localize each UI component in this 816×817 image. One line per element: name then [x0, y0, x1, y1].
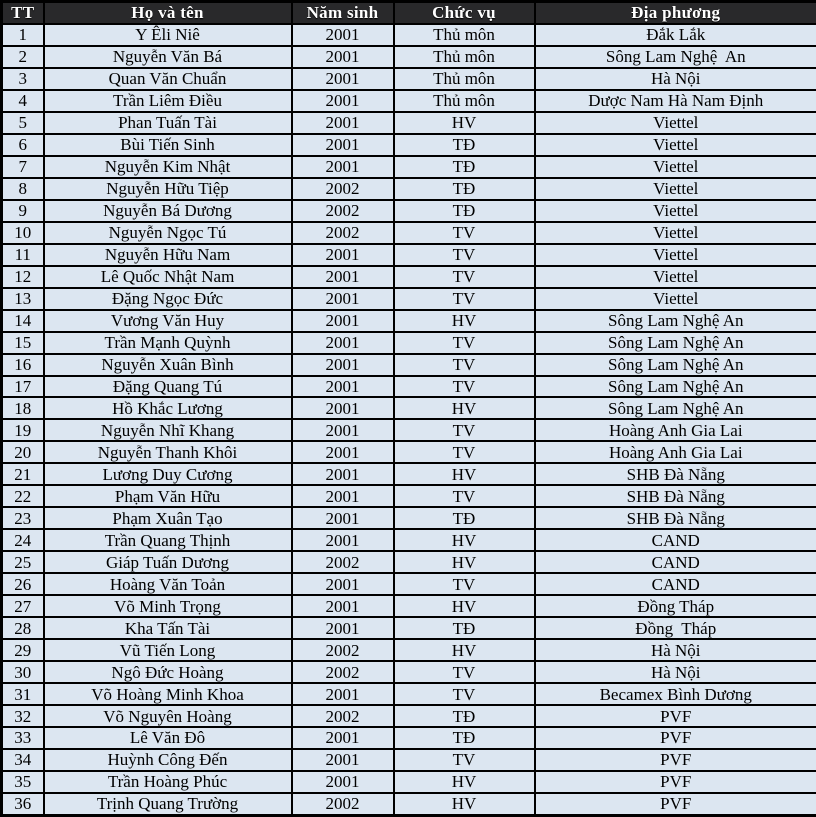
table-row [2, 793, 816, 816]
cell-role: TV [394, 376, 535, 398]
cell-tt: 3 [2, 68, 44, 90]
cell-year: 2001 [292, 24, 394, 46]
cell-name: Trần Mạnh Quỳnh [44, 332, 292, 354]
cell-name: Kha Tấn Tài [44, 617, 292, 639]
cell-tt: 11 [2, 244, 44, 266]
cell-role: TĐ [394, 617, 535, 639]
cell-tt: 21 [2, 463, 44, 485]
cell-year: 2001 [292, 288, 394, 310]
cell-locality: Viettel [535, 200, 816, 222]
table-row [2, 46, 816, 68]
cell-year: 2001 [292, 156, 394, 178]
cell-locality: Đồng Tháp [535, 595, 816, 617]
cell-locality: Sông Lam Nghệ An [535, 376, 816, 398]
cell-role: Thủ môn [394, 24, 535, 46]
cell-role: HV [394, 551, 535, 573]
table-row [2, 354, 816, 376]
cell-tt: 19 [2, 419, 44, 441]
table-row [2, 200, 816, 222]
cell-tt: 36 [2, 793, 44, 816]
cell-year: 2001 [292, 529, 394, 551]
cell-locality: Hà Nội [535, 639, 816, 661]
cell-tt: 33 [2, 727, 44, 749]
table-row [2, 310, 816, 332]
cell-tt: 22 [2, 485, 44, 507]
cell-locality: SHB Đà Nẵng [535, 485, 816, 507]
cell-role: TĐ [394, 727, 535, 749]
cell-year: 2001 [292, 376, 394, 398]
cell-year: 2002 [292, 639, 394, 661]
cell-year: 2001 [292, 727, 394, 749]
cell-year: 2001 [292, 485, 394, 507]
cell-name: Vương Văn Huy [44, 310, 292, 332]
cell-role: TĐ [394, 156, 535, 178]
cell-locality: Sông Lam Nghệ An [535, 46, 816, 68]
cell-year: 2002 [292, 661, 394, 683]
cell-role: Thủ môn [394, 46, 535, 68]
table-row [2, 529, 816, 551]
cell-tt: 32 [2, 705, 44, 727]
cell-role: TV [394, 266, 535, 288]
cell-year: 2002 [292, 551, 394, 573]
cell-locality: Hoàng Anh Gia Lai [535, 419, 816, 441]
cell-role: TV [394, 244, 535, 266]
header-cell-role: Chức vụ [394, 2, 535, 25]
cell-role: HV [394, 771, 535, 793]
cell-role: TV [394, 419, 535, 441]
cell-role: HV [394, 397, 535, 419]
cell-name: Trịnh Quang Trường [44, 793, 292, 816]
cell-year: 2001 [292, 573, 394, 595]
cell-name: Đặng Quang Tú [44, 376, 292, 398]
table-row [2, 551, 816, 573]
cell-role: TV [394, 222, 535, 244]
cell-year: 2001 [292, 310, 394, 332]
cell-year: 2001 [292, 617, 394, 639]
cell-name: Nguyễn Nhĩ Khang [44, 419, 292, 441]
table-row [2, 485, 816, 507]
cell-year: 2002 [292, 178, 394, 200]
cell-name: Võ Minh Trọng [44, 595, 292, 617]
table-row [2, 705, 816, 727]
table-body [2, 24, 816, 816]
cell-role: TĐ [394, 507, 535, 529]
cell-year: 2001 [292, 68, 394, 90]
table-row [2, 683, 816, 705]
table-row [2, 639, 816, 661]
cell-tt: 12 [2, 266, 44, 288]
table-row [2, 661, 816, 683]
cell-locality: Viettel [535, 156, 816, 178]
table-row [2, 749, 816, 771]
cell-name: Huỳnh Công Đến [44, 749, 292, 771]
cell-role: Thủ môn [394, 68, 535, 90]
cell-tt: 10 [2, 222, 44, 244]
cell-role: TV [394, 485, 535, 507]
cell-name: Nguyễn Văn Bá [44, 46, 292, 68]
cell-role: HV [394, 595, 535, 617]
table-row [2, 617, 816, 639]
cell-year: 2001 [292, 419, 394, 441]
cell-role: TV [394, 749, 535, 771]
cell-role: TĐ [394, 134, 535, 156]
cell-locality: Hà Nội [535, 661, 816, 683]
cell-tt: 15 [2, 332, 44, 354]
cell-year: 2001 [292, 683, 394, 705]
cell-name: Nguyễn Hữu Tiệp [44, 178, 292, 200]
cell-locality: CAND [535, 529, 816, 551]
cell-locality: Sông Lam Nghệ An [535, 310, 816, 332]
table-header-row [2, 2, 816, 25]
table-row [2, 376, 816, 398]
cell-year: 2002 [292, 705, 394, 727]
cell-tt: 17 [2, 376, 44, 398]
cell-name: Hoàng Văn Toản [44, 573, 292, 595]
table-row [2, 419, 816, 441]
cell-name: Trần Liêm Điều [44, 90, 292, 112]
cell-locality: Dược Nam Hà Nam Định [535, 90, 816, 112]
cell-locality: SHB Đà Nẵng [535, 463, 816, 485]
cell-role: TĐ [394, 200, 535, 222]
cell-name: Nguyễn Bá Dương [44, 200, 292, 222]
cell-name: Phạm Văn Hữu [44, 485, 292, 507]
cell-tt: 6 [2, 134, 44, 156]
cell-role: TĐ [394, 705, 535, 727]
cell-name: Nguyễn Kim Nhật [44, 156, 292, 178]
cell-tt: 14 [2, 310, 44, 332]
cell-role: TV [394, 354, 535, 376]
cell-tt: 24 [2, 529, 44, 551]
cell-year: 2001 [292, 90, 394, 112]
cell-name: Đặng Ngọc Đức [44, 288, 292, 310]
cell-tt: 23 [2, 507, 44, 529]
table-row [2, 90, 816, 112]
cell-year: 2002 [292, 200, 394, 222]
cell-locality: Đắk Lắk [535, 24, 816, 46]
cell-name: Võ Hoàng Minh Khoa [44, 683, 292, 705]
cell-role: TV [394, 332, 535, 354]
cell-tt: 35 [2, 771, 44, 793]
header-cell-year: Năm sinh [292, 2, 394, 25]
cell-locality: PVF [535, 793, 816, 816]
cell-tt: 16 [2, 354, 44, 376]
cell-locality: Sông Lam Nghệ An [535, 397, 816, 419]
cell-role: TĐ [394, 178, 535, 200]
header-cell-locality: Địa phương [535, 2, 816, 25]
cell-year: 2001 [292, 354, 394, 376]
cell-locality: SHB Đà Nẵng [535, 507, 816, 529]
cell-role: HV [394, 793, 535, 816]
cell-name: Vũ Tiến Long [44, 639, 292, 661]
cell-role: TV [394, 441, 535, 463]
cell-tt: 27 [2, 595, 44, 617]
cell-locality: PVF [535, 705, 816, 727]
cell-year: 2001 [292, 112, 394, 134]
cell-role: HV [394, 112, 535, 134]
cell-role: HV [394, 529, 535, 551]
table-row [2, 463, 816, 485]
cell-locality: CAND [535, 551, 816, 573]
cell-locality: Viettel [535, 222, 816, 244]
cell-name: Y Êli Niê [44, 24, 292, 46]
table-row [2, 288, 816, 310]
table-row [2, 441, 816, 463]
cell-role: TV [394, 683, 535, 705]
cell-name: Hồ Khắc Lương [44, 397, 292, 419]
table-row [2, 244, 816, 266]
cell-locality: Hoàng Anh Gia Lai [535, 441, 816, 463]
table-row [2, 68, 816, 90]
cell-name: Võ Nguyên Hoàng [44, 705, 292, 727]
table-row [2, 178, 816, 200]
table-row [2, 332, 816, 354]
cell-locality: Becamex Bình Dương [535, 683, 816, 705]
cell-name: Trần Quang Thịnh [44, 529, 292, 551]
cell-name: Nguyễn Thanh Khôi [44, 441, 292, 463]
header-cell-name: Họ và tên [44, 2, 292, 25]
cell-name: Nguyễn Hữu Nam [44, 244, 292, 266]
table-row [2, 156, 816, 178]
cell-locality: Sông Lam Nghệ An [535, 354, 816, 376]
cell-tt: 28 [2, 617, 44, 639]
table-row [2, 771, 816, 793]
cell-name: Quan Văn Chuẩn [44, 68, 292, 90]
cell-tt: 2 [2, 46, 44, 68]
cell-year: 2001 [292, 266, 394, 288]
cell-name: Lương Duy Cương [44, 463, 292, 485]
cell-locality: Viettel [535, 134, 816, 156]
cell-tt: 8 [2, 178, 44, 200]
cell-locality: Hà Nội [535, 68, 816, 90]
cell-role: TV [394, 288, 535, 310]
cell-locality: Viettel [535, 112, 816, 134]
cell-name: Ngô Đức Hoàng [44, 661, 292, 683]
cell-name: Lê Quốc Nhật Nam [44, 266, 292, 288]
cell-role: TV [394, 661, 535, 683]
cell-name: Lê Văn Đô [44, 727, 292, 749]
cell-name: Bùi Tiến Sinh [44, 134, 292, 156]
cell-role: TV [394, 573, 535, 595]
cell-locality: Viettel [535, 244, 816, 266]
cell-locality: Viettel [535, 178, 816, 200]
table-row [2, 595, 816, 617]
cell-year: 2001 [292, 244, 394, 266]
table-row [2, 24, 816, 46]
cell-tt: 34 [2, 749, 44, 771]
cell-locality: Sông Lam Nghệ An [535, 332, 816, 354]
cell-year: 2002 [292, 222, 394, 244]
cell-name: Nguyễn Ngọc Tú [44, 222, 292, 244]
cell-tt: 13 [2, 288, 44, 310]
header-cell-tt: TT [2, 2, 44, 25]
cell-tt: 20 [2, 441, 44, 463]
cell-tt: 26 [2, 573, 44, 595]
cell-locality: PVF [535, 771, 816, 793]
cell-role: HV [394, 310, 535, 332]
table-row [2, 266, 816, 288]
cell-year: 2001 [292, 134, 394, 156]
cell-locality: PVF [535, 749, 816, 771]
cell-year: 2001 [292, 46, 394, 68]
table-row [2, 222, 816, 244]
cell-role: HV [394, 639, 535, 661]
cell-name: Giáp Tuấn Dương [44, 551, 292, 573]
cell-tt: 25 [2, 551, 44, 573]
cell-tt: 29 [2, 639, 44, 661]
cell-tt: 5 [2, 112, 44, 134]
cell-name: Phan Tuấn Tài [44, 112, 292, 134]
cell-locality: PVF [535, 727, 816, 749]
table-row [2, 573, 816, 595]
cell-role: HV [394, 463, 535, 485]
cell-year: 2002 [292, 793, 394, 816]
cell-name: Phạm Xuân Tạo [44, 507, 292, 529]
cell-tt: 31 [2, 683, 44, 705]
cell-year: 2001 [292, 507, 394, 529]
cell-year: 2001 [292, 595, 394, 617]
table-row [2, 112, 816, 134]
cell-name: Nguyễn Xuân Bình [44, 354, 292, 376]
cell-year: 2001 [292, 332, 394, 354]
table-row [2, 727, 816, 749]
cell-locality: Đồng Tháp [535, 617, 816, 639]
cell-tt: 4 [2, 90, 44, 112]
cell-year: 2001 [292, 397, 394, 419]
cell-year: 2001 [292, 771, 394, 793]
cell-year: 2001 [292, 463, 394, 485]
cell-tt: 30 [2, 661, 44, 683]
cell-name: Trần Hoàng Phúc [44, 771, 292, 793]
table-row [2, 134, 816, 156]
cell-role: Thủ môn [394, 90, 535, 112]
cell-locality: Viettel [535, 288, 816, 310]
cell-tt: 9 [2, 200, 44, 222]
cell-tt: 1 [2, 24, 44, 46]
table-row [2, 397, 816, 419]
cell-year: 2001 [292, 441, 394, 463]
cell-year: 2001 [292, 749, 394, 771]
cell-tt: 18 [2, 397, 44, 419]
cell-tt: 7 [2, 156, 44, 178]
table-row [2, 507, 816, 529]
cell-locality: Viettel [535, 266, 816, 288]
cell-locality: CAND [535, 573, 816, 595]
